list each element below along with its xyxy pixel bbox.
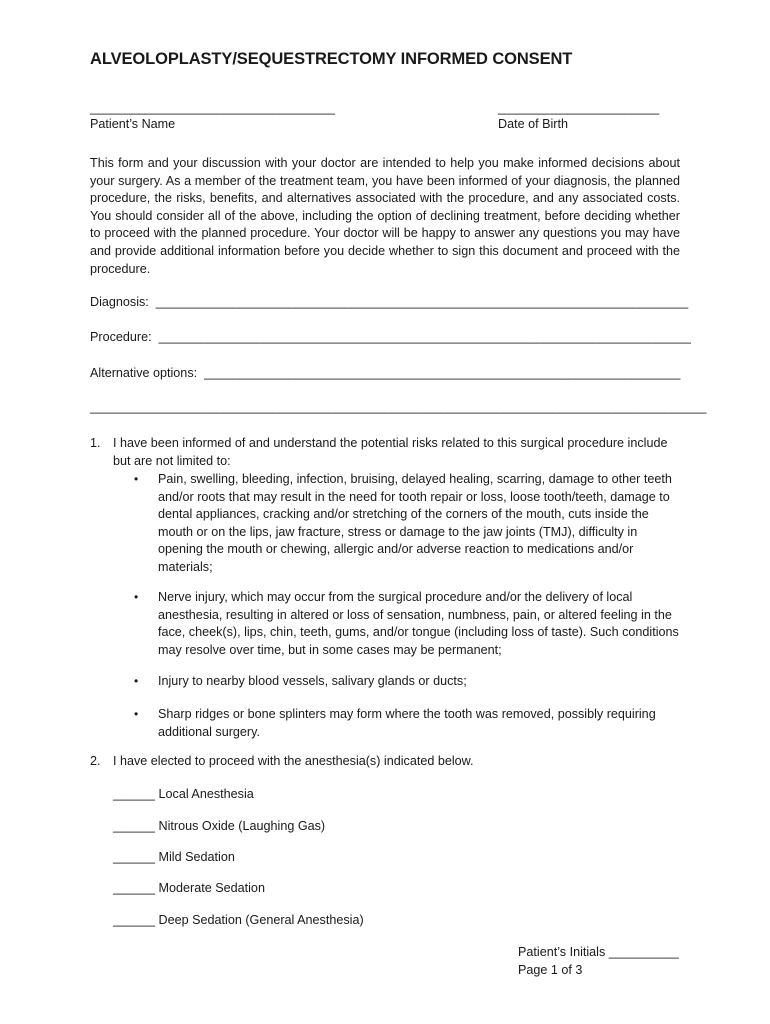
anesthesia-option-nitrous-oxide[interactable]: ______ Nitrous Oxide (Laughing Gas) — [113, 819, 326, 833]
intro-paragraph: This form and your discussion with your doctor are intended to help you make informed decisions about your surgery. As a member of the treatment team, you have been informed of your diagnosis, the planned procedure, the risks, benefits, and alternatives associated with the procedure, and any associated costs. You should consider all of the above, including the option of declining treatment, before deciding whether to proceed with the planned procedure. Your doctor will be happy to answer any questions you may have and provide additional information before you decide whether to sign this document and proceed with the procedure. — [90, 156, 680, 276]
bullet-icon: • — [134, 707, 139, 721]
patient-initials-field[interactable]: Patient’s Initials __________ — [518, 945, 679, 959]
risk-bullet-1: Pain, swelling, bleeding, infection, bruising, delayed healing, scarring, damage to other teeth and/or roots that may result in the need for tooth repair or loss, loose tooth/teeth, damage to dental appliances, cracking and/or stretching of the corners of the mouth, cuts inside the mouth or on the lips, jaw fracture, stress or damage to the jaw joints (TMJ), difficulty in opening the mouth or chewing, allergic and/or adverse reaction to medications and/or materials; — [158, 472, 672, 574]
item-1-text: I have been informed of and understand the potential risks related to this surgical procedure include but are not limited to: — [113, 436, 668, 468]
item-2-text: I have elected to proceed with the anesthesia(s) indicated below. — [113, 754, 474, 768]
procedure-field[interactable]: Procedure: ____________________________________________________________________________ — [90, 330, 691, 344]
anesthesia-option-mild-sedation[interactable]: ______ Mild Sedation — [113, 850, 235, 864]
page-number: Page 1 of 3 — [518, 963, 583, 977]
risk-bullet-4: Sharp ridges or bone splinters may form where the tooth was removed, possibly requiring additional surgery. — [158, 707, 656, 739]
risk-bullet-3: Injury to nearby blood vessels, salivary glands or ducts; — [158, 674, 467, 688]
diagnosis-field[interactable]: Diagnosis: ____________________________________________________________________________ — [90, 295, 689, 309]
date-of-birth-line[interactable]: _______________________ — [498, 101, 660, 115]
anesthesia-option-local[interactable]: ______ Local Anesthesia — [113, 787, 254, 801]
additional-line-field[interactable]: ________________________________________________________________________________________ — [90, 400, 707, 414]
bullet-icon: • — [134, 472, 139, 486]
date-of-birth-label: Date of Birth — [498, 117, 568, 131]
patient-name-line[interactable]: ___________________________________ — [90, 101, 336, 115]
bullet-icon: • — [134, 674, 139, 688]
anesthesia-option-moderate-sedation[interactable]: ______ Moderate Sedation — [113, 881, 265, 895]
alternative-options-field[interactable]: Alternative options: ____________________________________________________________________ — [90, 366, 681, 380]
patient-name-label: Patient’s Name — [90, 117, 176, 131]
item-2-number: 2. — [90, 754, 101, 768]
document-title: ALVEOLOPLASTY/SEQUESTRECTOMY INFORMED CONSENT — [90, 50, 573, 68]
risk-bullet-2: Nerve injury, which may occur from the surgical procedure and/or the delivery of local anesthesia, resulting in altered or loss of sensation, numbness, pain, or altered feeling in the face, cheek(s), lips, chin, teeth, gums, and/or tongue (including loss of taste). Such conditions may resolve over time, but in some cases may be permanent; — [158, 590, 679, 657]
anesthesia-option-deep-sedation[interactable]: ______ Deep Sedation (General Anesthesia) — [113, 913, 364, 927]
bullet-icon: • — [134, 590, 139, 604]
item-1-number: 1. — [90, 436, 101, 450]
